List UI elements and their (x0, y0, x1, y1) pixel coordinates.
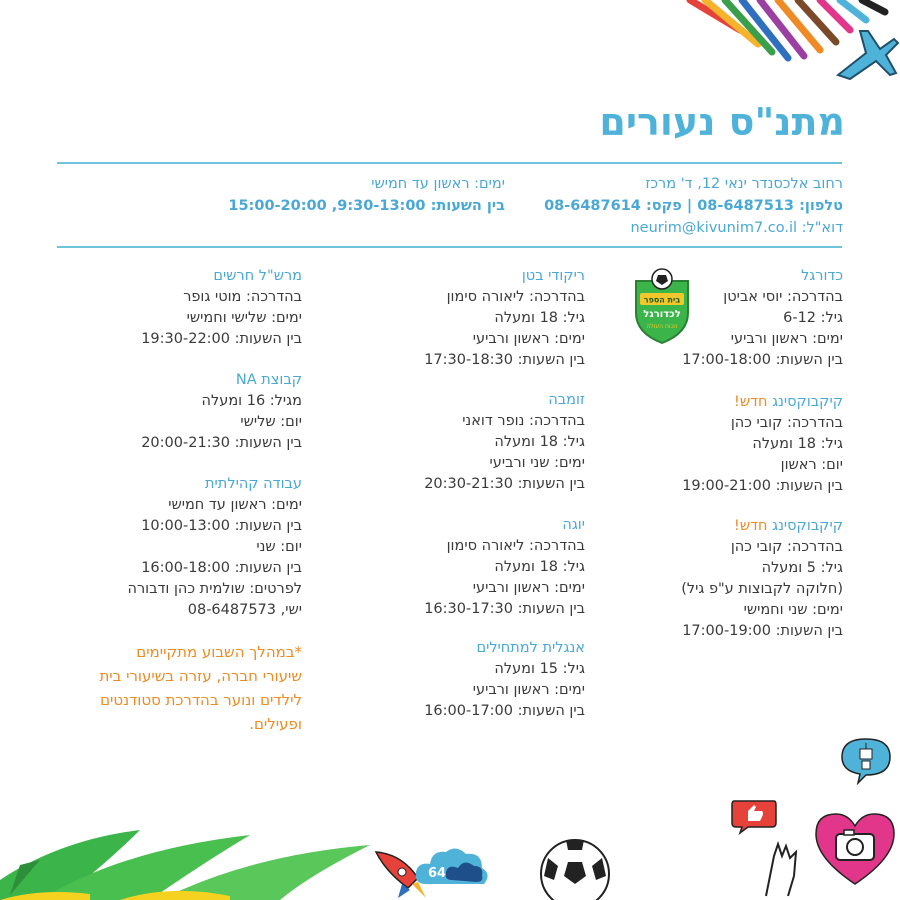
activity-title: עבודה קהילתית (205, 476, 302, 492)
activity-line: ימים: שלישי וחמישי (186, 310, 302, 326)
hours-block (228, 173, 505, 217)
activity-title (681, 516, 843, 537)
note-line: שיעורי חברה, עזרה בשיעורי בית (99, 667, 302, 685)
divider-bottom (57, 246, 842, 248)
phone-fax: טלפון: 08-6487513 | פקס: 08-6487614 (544, 198, 843, 214)
activity-line: יום: ראשון (780, 457, 843, 473)
activity-line: בין השעות: 16:00-18:00 (141, 560, 302, 576)
activity-line: יום: שני (256, 539, 302, 555)
note-line: לילדים ונוער בהדרכת סטודנטים (100, 691, 302, 709)
address: רחוב אלכסנדר ינאי 12, ד' מרכז (645, 176, 843, 192)
note-line: ופעילים. (249, 715, 302, 733)
activity-line: גיל: 6-12 (783, 310, 843, 326)
page-title: מתנ"ס נעורים (599, 100, 845, 144)
activity-line: בין השעות: 20:30-21:30 (424, 476, 585, 492)
thumbs-up-bubble-icon (728, 795, 780, 835)
activity-title: מרש"ל חרשים (213, 268, 302, 284)
new-badge: חדש! (734, 518, 768, 534)
activity-kickboxing-adults (682, 392, 843, 497)
activity-line: ישי, 08-6487573 (187, 602, 302, 618)
activity-yoga (424, 515, 585, 620)
activity-line: גיל: 15 ומעלה (494, 661, 585, 677)
activity-line: (חלוקה לקבוצות ע"פ גיל) (681, 581, 843, 597)
page-number-cloud (412, 842, 492, 892)
divider-top (57, 162, 842, 164)
activity-line: בהדרכה: נופר דואני (462, 413, 585, 429)
activity-title: כדורגל (801, 268, 843, 284)
activity-line: בהדרכה: מוטי גופר (183, 289, 302, 305)
activity-line: ימים: ראשון ורביעי (472, 580, 585, 596)
svg-text:לכדורגל: לכדורגל (643, 309, 681, 320)
hours-times: בין השעות: 9:30-13:00, 15:00-20:00 (228, 198, 505, 214)
note-line: *במהלך השבוע מתקיימים (136, 643, 302, 661)
activity-title-text: קיקבוקסינג (772, 518, 843, 534)
activity-title: אנגלית למתחילים (476, 640, 585, 656)
activity-line: בין השעות: 16:00-17:00 (424, 703, 585, 719)
activity-kickboxing-kids (681, 516, 843, 642)
activity-line: בין השעות: 19:30-22:00 (141, 331, 302, 347)
activity-line: יום: שלישי (240, 414, 302, 430)
activity-line: בין השעות: 17:30-18:30 (424, 352, 585, 368)
activity-line: בין השעות: 10:00-13:00 (141, 518, 302, 534)
activity-line: גיל: 18 ומעלה (494, 310, 585, 326)
activity-title: זומבה (548, 392, 585, 408)
activity-line: ימים: שני ורביעי (489, 455, 585, 471)
svg-text:בית הספר: בית הספר (643, 295, 681, 305)
activity-line: גיל: 18 ומעלה (494, 434, 585, 450)
activity-line: גיל: 5 ומעלה (761, 560, 843, 576)
activity-line: ימים: ראשון עד חמישי (168, 497, 302, 513)
activity-line: בין השעות: 19:00-21:00 (682, 478, 843, 494)
activity-line: בהדרכה: קובי כהן (730, 539, 843, 555)
activity-english (424, 638, 585, 722)
brush-strokes-decoration (0, 810, 380, 900)
airplane-icon (830, 25, 900, 85)
activity-title: ריקודי בטן (521, 268, 585, 284)
activity-football (682, 266, 843, 371)
contact-block (544, 173, 843, 239)
activity-community-work (128, 474, 303, 621)
svg-text:הכוח העולה: הכוח העולה (646, 323, 678, 330)
weekly-note (99, 640, 302, 736)
activity-zumba (424, 390, 585, 495)
activity-line: בהדרכה: קובי כהן (730, 415, 843, 431)
activity-line: בהדרכה: ליאורה סימון (446, 538, 585, 554)
new-badge: חדש! (734, 394, 768, 410)
page-number: 64 (428, 866, 447, 881)
activity-title (682, 392, 843, 413)
activity-title-text: קיקבוקסינג (772, 394, 843, 410)
activity-line: ימים: ראשון ורביעי (472, 682, 585, 698)
activity-line: ימים: שני וחמישי (743, 602, 843, 618)
activity-line: בין השעות: 20:00-21:30 (141, 435, 302, 451)
football-school-logo (632, 265, 692, 345)
soccer-ball-icon (538, 836, 612, 900)
activity-line: גיל: 18 ומעלה (494, 559, 585, 575)
hours-days: ימים: ראשון עד חמישי (371, 176, 505, 192)
activity-line: בין השעות: 17:00-19:00 (682, 623, 843, 639)
activity-na-group (141, 370, 302, 454)
activity-title: קבוצת NA (235, 372, 302, 388)
activity-line: ימים: ראשון ורביעי (730, 331, 843, 347)
activity-deaf-club (141, 266, 302, 350)
activity-line: בין השעות: 17:00-18:00 (682, 352, 843, 368)
speech-bubble-robot-icon (838, 735, 894, 785)
email[interactable]: דוא"ל: neurim@kivunim7.co.il (630, 220, 843, 236)
activity-line: מגיל: 16 ומעלה (201, 393, 302, 409)
activity-line: גיל: 18 ומעלה (752, 436, 843, 452)
camera-heart-icon (810, 800, 900, 890)
activity-line: לפרטים: שולמית כהן ודבורה (127, 581, 302, 597)
activity-line: ימים: ראשון ורביעי (472, 331, 585, 347)
activity-line: בהדרכה: יוסי אביטן (723, 289, 843, 305)
activity-belly-dance (424, 266, 585, 371)
activity-line: בין השעות: 16:30-17:30 (424, 601, 585, 617)
hand-doodle-icon (760, 836, 804, 900)
activity-title: יוגה (562, 517, 585, 533)
activity-line: בהדרכה: ליאורה סימון (446, 289, 585, 305)
